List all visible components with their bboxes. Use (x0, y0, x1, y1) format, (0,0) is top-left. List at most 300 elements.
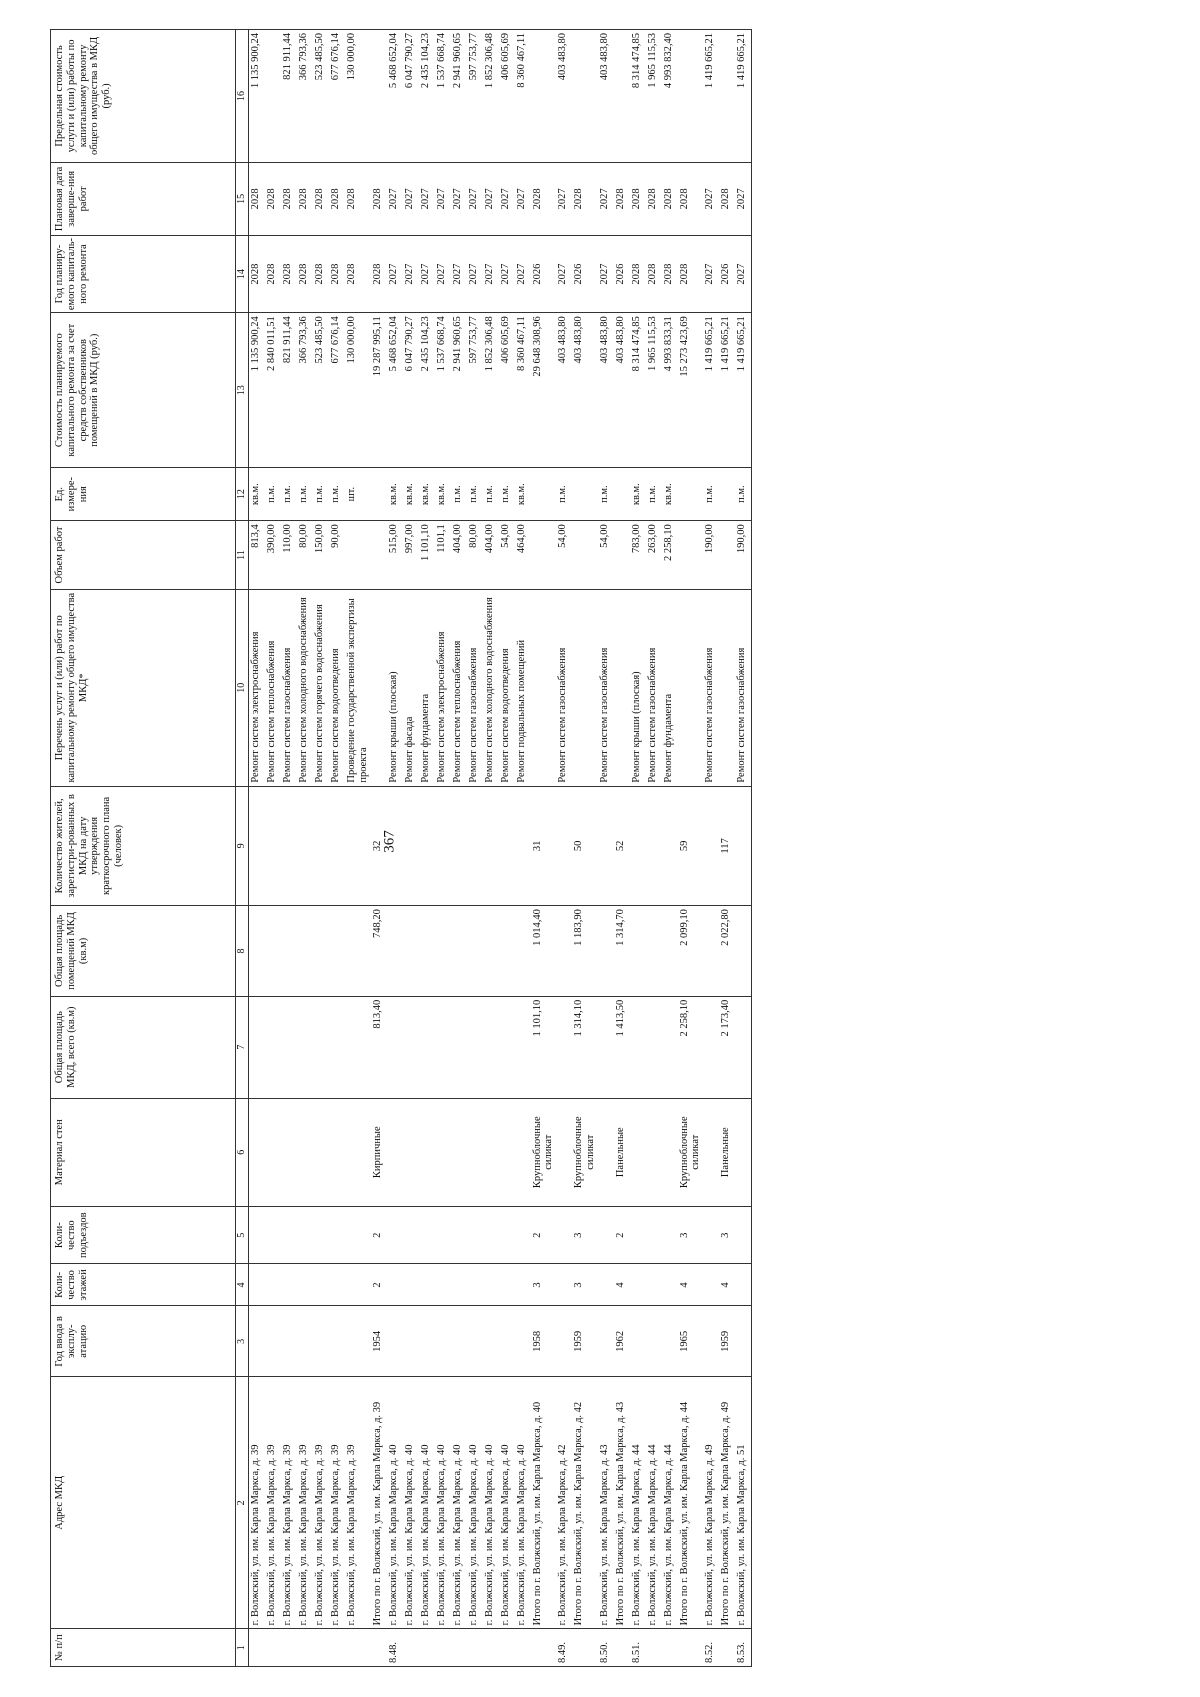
cell-r15-c11: 54,00 (499, 521, 515, 590)
cell-r2-c14: 2028 (281, 235, 297, 312)
cell-r4-c10: Ремонт систем горячего водоснабжения (313, 589, 329, 786)
cell-r7-c3: 1954 (371, 1306, 387, 1377)
cell-r2-c7 (281, 996, 297, 1098)
cell-r10-c1 (419, 1629, 435, 1667)
cell-r12-c7 (451, 996, 467, 1098)
cell-r27-c8: 2 022,80 (719, 906, 735, 997)
cell-r23-c6 (646, 1098, 662, 1206)
cell-r21-c9: 52 (614, 786, 630, 905)
cell-r25-c8: 2 099,10 (678, 906, 704, 997)
cell-r6-c1 (345, 1629, 371, 1667)
table-body (249, 30, 752, 1667)
cell-r18-c4 (556, 1264, 572, 1306)
cell-r16-c4 (515, 1264, 531, 1306)
cell-r18-c5 (556, 1206, 572, 1264)
cell-r12-c1 (451, 1629, 467, 1667)
cell-r1-c3 (265, 1306, 281, 1377)
cell-r7-c7: 813,40 (371, 996, 387, 1098)
cell-r27-c1 (719, 1629, 735, 1667)
cell-r17-c14: 2026 (531, 235, 557, 312)
table-row (735, 30, 752, 1667)
cell-r15-c15: 2027 (499, 162, 515, 235)
cell-r16-c11: 464,00 (515, 521, 531, 590)
cell-r13-c5 (467, 1206, 483, 1264)
cell-r0-c8 (249, 906, 266, 997)
column-header-15: Плановая дата заверше-ния работ (51, 162, 236, 235)
cell-r27-c7: 2 173,40 (719, 996, 735, 1098)
cell-r28-c12: п.м. (735, 468, 752, 521)
cell-r1-c8 (265, 906, 281, 997)
cell-r20-c5 (598, 1206, 614, 1264)
cell-r12-c16: 2 941 960,65 (451, 30, 467, 163)
cell-r4-c12: п.м. (313, 468, 329, 521)
cell-r19-c16 (572, 30, 598, 163)
cell-r4-c8 (313, 906, 329, 997)
cell-r4-c14: 2028 (313, 235, 329, 312)
cell-r14-c14: 2027 (483, 235, 499, 312)
cell-r14-c7 (483, 996, 499, 1098)
cell-r27-c4: 4 (719, 1264, 735, 1306)
cell-r24-c5 (662, 1206, 678, 1264)
cell-r12-c11: 404,00 (451, 521, 467, 590)
table-row (297, 30, 313, 1667)
cell-r5-c5 (329, 1206, 345, 1264)
cell-r22-c2: г. Волжский, ул. им. Карла Маркса, д. 44 (630, 1377, 646, 1629)
cell-r15-c1 (499, 1629, 515, 1667)
cell-r7-c13: 19 287 995,11 (371, 313, 387, 468)
total-row (678, 30, 704, 1667)
cell-r13-c6 (467, 1098, 483, 1206)
cell-r21-c16 (614, 30, 630, 163)
cell-r20-c1: 8.50. (598, 1629, 614, 1667)
cell-r18-c1: 8.49. (556, 1629, 572, 1667)
column-number-16: 16 (236, 30, 249, 163)
cell-r23-c2: г. Волжский, ул. им. Карла Маркса, д. 44 (646, 1377, 662, 1629)
cell-r24-c15: 2028 (662, 162, 678, 235)
cell-r20-c8 (598, 906, 614, 997)
cell-r2-c5 (281, 1206, 297, 1264)
cell-r8-c14: 2027 (387, 235, 403, 312)
cell-r4-c6 (313, 1098, 329, 1206)
cell-r4-c1 (313, 1629, 329, 1667)
cell-r8-c12: кв.м. (387, 468, 403, 521)
cell-r7-c11 (371, 521, 387, 590)
cell-r13-c4 (467, 1264, 483, 1306)
cell-r16-c3 (515, 1306, 531, 1377)
cell-r28-c4 (735, 1264, 752, 1306)
total-row (572, 30, 598, 1667)
cell-r8-c5 (387, 1206, 403, 1264)
cell-r19-c9: 50 (572, 786, 598, 905)
cell-r22-c4 (630, 1264, 646, 1306)
cell-r27-c2: Итого по г. Волжский, ул. им. Карла Маркса, д. 49 (719, 1377, 735, 1629)
cell-r20-c7 (598, 996, 614, 1098)
cell-r0-c16: 1 135 900,24 (249, 30, 266, 163)
cell-r9-c10: Ремонт фасада (403, 589, 419, 786)
cell-r22-c11: 783,00 (630, 521, 646, 590)
cell-r17-c16 (531, 30, 557, 163)
cell-r7-c8: 748,20 (371, 906, 387, 997)
cell-r3-c9 (297, 786, 313, 905)
cell-r5-c2: г. Волжский, ул. им. Карла Маркса, д. 39 (329, 1377, 345, 1629)
cell-r24-c9 (662, 786, 678, 905)
cell-r2-c10: Ремонт систем газоснабжения (281, 589, 297, 786)
cell-r5-c14: 2028 (329, 235, 345, 312)
cell-r19-c1 (572, 1629, 598, 1667)
cell-r12-c13: 2 941 960,65 (451, 313, 467, 468)
cell-r15-c10: Ремонт систем водоотведения (499, 589, 515, 786)
cell-r2-c13: 821 911,44 (281, 313, 297, 468)
cell-r22-c3 (630, 1306, 646, 1377)
cell-r16-c13: 8 360 467,11 (515, 313, 531, 468)
column-header-14: Год планиру-емого капиталь-ного ремонта (51, 235, 236, 312)
cell-r5-c12: п.м. (329, 468, 345, 521)
cell-r15-c16: 406 605,69 (499, 30, 515, 163)
cell-r1-c11: 390,00 (265, 521, 281, 590)
cell-r10-c11: 1 101,10 (419, 521, 435, 590)
cell-r12-c3 (451, 1306, 467, 1377)
cell-r10-c3 (419, 1306, 435, 1377)
cell-r2-c2: г. Волжский, ул. им. Карла Маркса, д. 39 (281, 1377, 297, 1629)
table-row (646, 30, 662, 1667)
cell-r1-c7 (265, 996, 281, 1098)
cell-r11-c16: 1 537 668,74 (435, 30, 451, 163)
cell-r8-c9 (387, 786, 403, 905)
cell-r27-c9: 117 (719, 786, 735, 905)
cell-r10-c6 (419, 1098, 435, 1206)
cell-r4-c3 (313, 1306, 329, 1377)
column-number-14: 14 (236, 235, 249, 312)
cell-r11-c15: 2027 (435, 162, 451, 235)
cell-r12-c14: 2027 (451, 235, 467, 312)
cell-r2-c1 (281, 1629, 297, 1667)
cell-r22-c14: 2028 (630, 235, 646, 312)
cell-r16-c8 (515, 906, 531, 997)
cell-r1-c13: 2 840 011,51 (265, 313, 281, 468)
cell-r16-c14: 2027 (515, 235, 531, 312)
cell-r26-c4 (703, 1264, 719, 1306)
cell-r3-c4 (297, 1264, 313, 1306)
cell-r22-c7 (630, 996, 646, 1098)
cell-r26-c11: 190,00 (703, 521, 719, 590)
cell-r27-c11 (719, 521, 735, 590)
cell-r4-c7 (313, 996, 329, 1098)
cell-r8-c1: 8.48. (387, 1629, 403, 1667)
cell-r18-c16: 403 483,80 (556, 30, 572, 163)
cell-r10-c4 (419, 1264, 435, 1306)
cell-r28-c11: 190,00 (735, 521, 752, 590)
cell-r17-c9: 31 (531, 786, 557, 905)
cell-r28-c5 (735, 1206, 752, 1264)
cell-r14-c15: 2027 (483, 162, 499, 235)
cell-r26-c5 (703, 1206, 719, 1264)
cell-r6-c12: шт. (345, 468, 371, 521)
cell-r19-c10 (572, 589, 598, 786)
cell-r6-c15: 2028 (345, 162, 371, 235)
cell-r0-c3 (249, 1306, 266, 1377)
cell-r21-c7: 1 413,50 (614, 996, 630, 1098)
cell-r9-c9 (403, 786, 419, 905)
cell-r1-c2: г. Волжский, ул. им. Карла Маркса, д. 39 (265, 1377, 281, 1629)
cell-r4-c15: 2028 (313, 162, 329, 235)
cell-r21-c11 (614, 521, 630, 590)
cell-r21-c2: Итого по г. Волжский, ул. им. Карла Маркса, д. 43 (614, 1377, 630, 1629)
cell-r28-c9 (735, 786, 752, 905)
cell-r28-c1: 8.53. (735, 1629, 752, 1667)
table-row (281, 30, 297, 1667)
column-header-10: Перечень услуг и (или) работ по капитальному ремонту общего имущества МКД* (51, 589, 236, 786)
cell-r8-c13: 5 468 652,04 (387, 313, 403, 468)
cell-r6-c13: 130 000,00 (345, 313, 371, 468)
cell-r25-c11 (678, 521, 704, 590)
cell-r22-c12: кв.м. (630, 468, 646, 521)
cell-r18-c12: п.м. (556, 468, 572, 521)
cell-r7-c16 (371, 30, 387, 163)
cell-r21-c1 (614, 1629, 630, 1667)
cell-r19-c6: Крупноблочные силикат (572, 1098, 598, 1206)
cell-r15-c12: п.м. (499, 468, 515, 521)
cell-r12-c5 (451, 1206, 467, 1264)
cell-r0-c9 (249, 786, 266, 905)
cell-r10-c8 (419, 906, 435, 997)
column-header-13: Стоимость планируемого капитального ремонта за счет средств собственников помещений в МКД (руб.) (51, 313, 236, 468)
cell-r14-c9 (483, 786, 499, 905)
cell-r11-c9 (435, 786, 451, 905)
table-row (467, 30, 483, 1667)
cell-r19-c12 (572, 468, 598, 521)
cell-r17-c1 (531, 1629, 557, 1667)
cell-r1-c12: п.м. (265, 468, 281, 521)
cell-r1-c5 (265, 1206, 281, 1264)
cell-r26-c10: Ремонт систем газоснабжения (703, 589, 719, 786)
cell-r23-c7 (646, 996, 662, 1098)
table-row (249, 30, 266, 1667)
cell-r21-c14: 2026 (614, 235, 630, 312)
cell-r3-c11: 80,00 (297, 521, 313, 590)
cell-r8-c10: Ремонт крыши (плоская) (387, 589, 403, 786)
cell-r0-c15: 2028 (249, 162, 266, 235)
cell-r19-c4: 3 (572, 1264, 598, 1306)
cell-r15-c2: г. Волжский, ул. им. Карла Маркса, д. 40 (499, 1377, 515, 1629)
cell-r27-c10 (719, 589, 735, 786)
cell-r12-c15: 2027 (451, 162, 467, 235)
cell-r17-c12 (531, 468, 557, 521)
cell-r19-c5: 3 (572, 1206, 598, 1264)
cell-r18-c13: 403 483,80 (556, 313, 572, 468)
cell-r0-c11: 813,4 (249, 521, 266, 590)
table-row (556, 30, 572, 1667)
cell-r1-c9 (265, 786, 281, 905)
cell-r27-c13: 1 419 665,21 (719, 313, 735, 468)
cell-r11-c11: 1101,1 (435, 521, 451, 590)
cell-r18-c14: 2027 (556, 235, 572, 312)
cell-r25-c9: 59 (678, 786, 704, 905)
cell-r1-c1 (265, 1629, 281, 1667)
cell-r15-c13: 406 605,69 (499, 313, 515, 468)
cell-r18-c8 (556, 906, 572, 997)
cell-r12-c8 (451, 906, 467, 997)
column-header-11: Объем работ (51, 521, 236, 590)
cell-r20-c2: г. Волжский, ул. им. Карла Маркса, д. 43 (598, 1377, 614, 1629)
cell-r24-c8 (662, 906, 678, 997)
cell-r7-c1 (371, 1629, 387, 1667)
cell-r24-c1 (662, 1629, 678, 1667)
cell-r9-c6 (403, 1098, 419, 1206)
cell-r20-c16: 403 483,80 (598, 30, 614, 163)
cell-r3-c7 (297, 996, 313, 1098)
cell-r10-c10: Ремонт фундамента (419, 589, 435, 786)
cell-r26-c13: 1 419 665,21 (703, 313, 719, 468)
cell-r19-c7: 1 314,10 (572, 996, 598, 1098)
table-row (483, 30, 499, 1667)
column-header-3: Год ввода в эксплу-атацию (51, 1306, 236, 1377)
column-number-3: 3 (236, 1306, 249, 1377)
cell-r13-c12: п.м. (467, 468, 483, 521)
cell-r25-c13: 15 273 423,69 (678, 313, 704, 468)
cell-r19-c15: 2028 (572, 162, 598, 235)
cell-r22-c15: 2028 (630, 162, 646, 235)
cell-r21-c8: 1 314,70 (614, 906, 630, 997)
cell-r7-c14: 2028 (371, 235, 387, 312)
cell-r26-c16: 1 419 665,21 (703, 30, 719, 163)
cell-r24-c7 (662, 996, 678, 1098)
cell-r23-c10: Ремонт систем газоснабжения (646, 589, 662, 786)
column-number-row (236, 30, 249, 1667)
cell-r1-c14: 2028 (265, 235, 281, 312)
cell-r18-c7 (556, 996, 572, 1098)
cell-r14-c2: г. Волжский, ул. им. Карла Маркса, д. 40 (483, 1377, 499, 1629)
cell-r6-c9 (345, 786, 371, 905)
cell-r8-c7 (387, 996, 403, 1098)
cell-r13-c8 (467, 906, 483, 997)
cell-r4-c16: 523 485,50 (313, 30, 329, 163)
cell-r2-c9 (281, 786, 297, 905)
cell-r28-c8 (735, 906, 752, 997)
column-number-5: 5 (236, 1206, 249, 1264)
cell-r4-c9 (313, 786, 329, 905)
cell-r0-c12: кв.м. (249, 468, 266, 521)
cell-r11-c10: Ремонт систем электроснабжения (435, 589, 451, 786)
cell-r22-c16: 8 314 474,85 (630, 30, 646, 163)
cell-r16-c7 (515, 996, 531, 1098)
cell-r19-c13: 403 483,80 (572, 313, 598, 468)
cell-r11-c5 (435, 1206, 451, 1264)
cell-r17-c4: 3 (531, 1264, 557, 1306)
cell-r10-c12: кв.м. (419, 468, 435, 521)
cell-r28-c14: 2027 (735, 235, 752, 312)
column-number-12: 12 (236, 468, 249, 521)
cell-r24-c16: 4 993 832,40 (662, 30, 678, 163)
cell-r16-c6 (515, 1098, 531, 1206)
cell-r27-c3: 1959 (719, 1306, 735, 1377)
cell-r23-c14: 2028 (646, 235, 662, 312)
capital-repair-table (50, 29, 752, 1667)
cell-r7-c4: 2 (371, 1264, 387, 1306)
cell-r3-c13: 366 793,36 (297, 313, 313, 468)
cell-r19-c11 (572, 521, 598, 590)
cell-r10-c15: 2027 (419, 162, 435, 235)
cell-r14-c4 (483, 1264, 499, 1306)
cell-r3-c10: Ремонт систем холодного водоснабжения (297, 589, 313, 786)
cell-r9-c16: 6 047 790,27 (403, 30, 419, 163)
cell-r24-c14: 2028 (662, 235, 678, 312)
cell-r20-c11: 54,00 (598, 521, 614, 590)
cell-r13-c14: 2027 (467, 235, 483, 312)
column-number-15: 15 (236, 162, 249, 235)
column-number-13: 13 (236, 313, 249, 468)
cell-r14-c10: Ремонт систем холодного водоснабжения (483, 589, 499, 786)
cell-r20-c3 (598, 1306, 614, 1377)
cell-r7-c9: 32 (371, 786, 387, 905)
cell-r13-c1 (467, 1629, 483, 1667)
cell-r3-c14: 2028 (297, 235, 313, 312)
cell-r9-c7 (403, 996, 419, 1098)
cell-r25-c12 (678, 468, 704, 521)
cell-r27-c12 (719, 468, 735, 521)
cell-r5-c10: Ремонт систем водоотведения (329, 589, 345, 786)
cell-r4-c4 (313, 1264, 329, 1306)
cell-r10-c9 (419, 786, 435, 905)
cell-r12-c9 (451, 786, 467, 905)
column-number-8: 8 (236, 906, 249, 997)
cell-r11-c6 (435, 1098, 451, 1206)
cell-r22-c1: 8.51. (630, 1629, 646, 1667)
cell-r9-c14: 2027 (403, 235, 419, 312)
cell-r28-c7 (735, 996, 752, 1098)
cell-r17-c10 (531, 589, 557, 786)
column-number-1: 1 (236, 1629, 249, 1667)
cell-r19-c8: 1 183,90 (572, 906, 598, 997)
cell-r9-c15: 2027 (403, 162, 419, 235)
cell-r16-c12: кв.м. (515, 468, 531, 521)
cell-r22-c10: Ремонт крыши (плоская) (630, 589, 646, 786)
cell-r5-c7 (329, 996, 345, 1098)
cell-r6-c8 (345, 906, 371, 997)
cell-r28-c3 (735, 1306, 752, 1377)
cell-r11-c13: 1 537 668,74 (435, 313, 451, 468)
cell-r9-c12: кв.м. (403, 468, 419, 521)
cell-r24-c6 (662, 1098, 678, 1206)
cell-r6-c6 (345, 1098, 371, 1206)
cell-r9-c3 (403, 1306, 419, 1377)
column-header-5: Коли-чество подъездов (51, 1206, 236, 1264)
cell-r1-c6 (265, 1098, 281, 1206)
cell-r7-c15: 2028 (371, 162, 387, 235)
cell-r17-c15: 2028 (531, 162, 557, 235)
cell-r17-c2: Итого по г. Волжский, ул. им. Карла Маркса, д. 40 (531, 1377, 557, 1629)
cell-r26-c1: 8.52. (703, 1629, 719, 1667)
cell-r17-c11 (531, 521, 557, 590)
cell-r6-c14: 2028 (345, 235, 371, 312)
cell-r15-c5 (499, 1206, 515, 1264)
cell-r2-c11: 110,00 (281, 521, 297, 590)
cell-r17-c7: 1 101,10 (531, 996, 557, 1098)
cell-r9-c13: 6 047 790,27 (403, 313, 419, 468)
cell-r2-c4 (281, 1264, 297, 1306)
cell-r5-c4 (329, 1264, 345, 1306)
cell-r11-c12: кв.м. (435, 468, 451, 521)
cell-r6-c2: г. Волжский, ул. им. Карла Маркса, д. 39 (345, 1377, 371, 1629)
cell-r9-c1 (403, 1629, 419, 1667)
table-row (403, 30, 419, 1667)
cell-r22-c13: 8 314 474,85 (630, 313, 646, 468)
cell-r17-c5: 2 (531, 1206, 557, 1264)
cell-r25-c3: 1965 (678, 1306, 704, 1377)
cell-r23-c9 (646, 786, 662, 905)
cell-r2-c15: 2028 (281, 162, 297, 235)
cell-r26-c7 (703, 996, 719, 1098)
cell-r13-c15: 2027 (467, 162, 483, 235)
